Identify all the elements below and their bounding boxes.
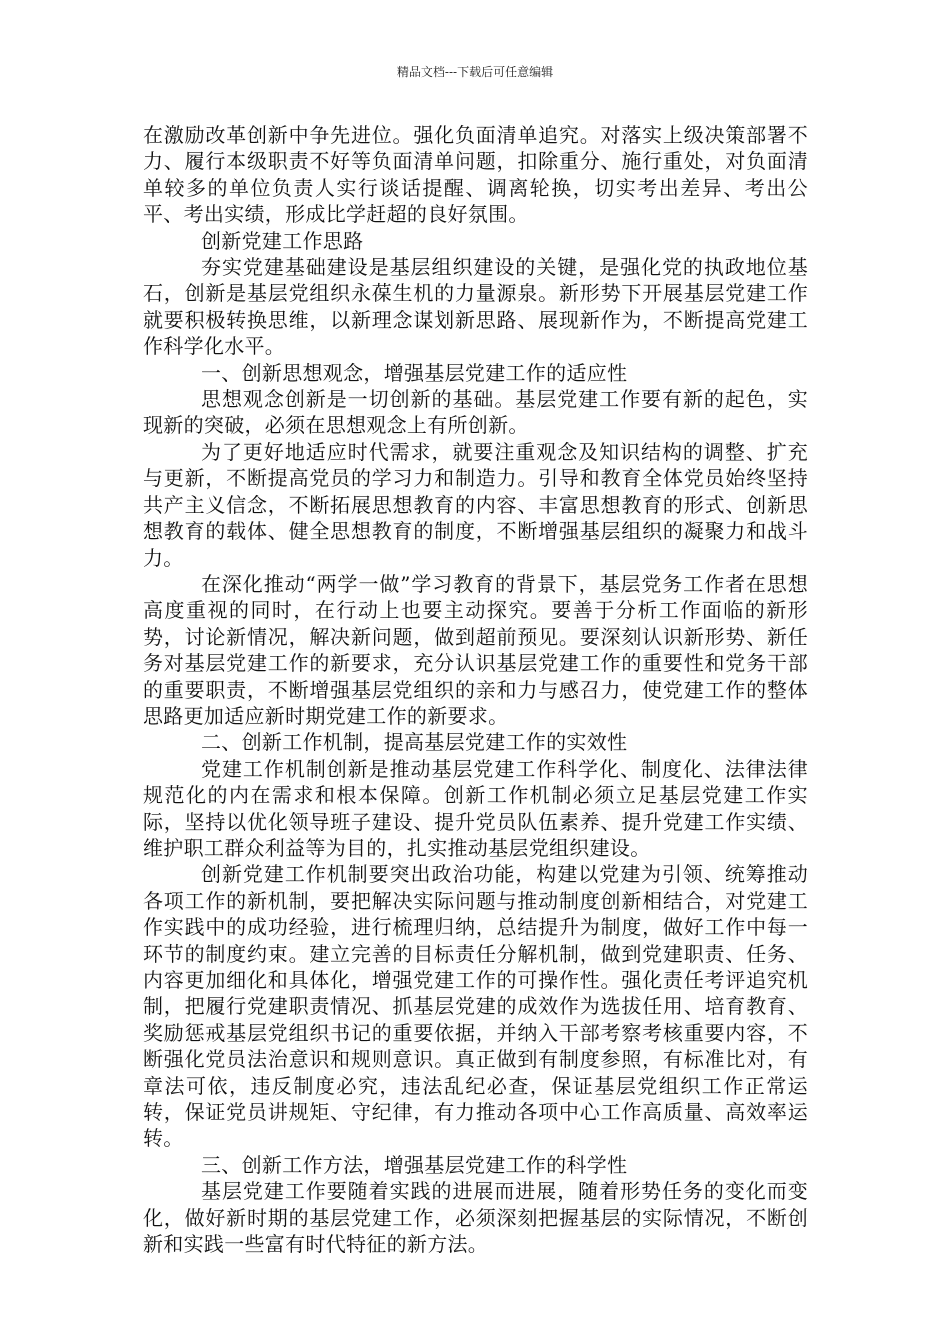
page-header: 精品文档---下载后可任意编辑 <box>396 65 554 79</box>
heading-3: 三、创新工作方法，增强基层党建工作的科学性 <box>201 1152 628 1177</box>
paragraph-7: 创新党建工作机制要突出政治功能，构建以党建为引领、统筹推动各项工作的新机制，要把解决实际问题与推动制度创新相结合，对党建工作实践中的成功经验，进行梳理归纳，总结提升为制度，做好工作中每一环节的制度约束。建立完善的目标责任分解机制，做到党建职责、任务、内容更加细化和具体化，增强党建工作的可操作性。强化责任考评追究机制，把履行党建职责情况、抓基层党建的成效作为选拔任用、培育教育、奖励惩戒基层党组织书记的重要依据，并纳入干部考察考核重要内容，不断强化党员法治意识和规则意识。真正做到有制度参照，有标准比对，有章法可依，违反制度必究，违法乱纪必查，保证基层党组织工作正常运转，保证党员讲规矩、守纪律，有力推动各项中心工作高质量、高效率运转。 <box>143 862 808 1151</box>
paragraph-2: 夯实党建基础建设是基层组织建设的关键，是强化党的执政地位基石，创新是基层党组织永葆生机的力量源泉。新形势下开展基层党建工作就要积极转换思维，以新理念谋划新思路、展现新作为，不断提高党建工作科学化水平。 <box>143 255 808 359</box>
paragraph-4: 为了更好地适应时代需求，就要注重观念及知识结构的调整、扩充与更新，不断提高党员的学习力和制造力。引导和教育全体党员始终坚持共产主义信念，不断拓展思想教育的内容、丰富思想教育的形式、创新思想教育的载体、健全思想教育的制度，不断增强基层组织的凝聚力和战斗力。 <box>143 439 808 570</box>
paragraph-6: 党建工作机制创新是推动基层党建工作科学化、制度化、法律法律规范化的内在需求和根本保障。创新工作机制必须立足基层党建工作实际，坚持以优化领导班子建设、提升党员队伍素养、提升党建工作实绩、维护职工群众利益等为目的，扎实推动基层党组织建设。 <box>143 756 808 860</box>
paragraph-3: 思想观念创新是一切创新的基础。基层党建工作要有新的起色，实现新的突破，必须在思想观念上有所创新。 <box>143 387 808 438</box>
paragraph-8: 基层党建工作要随着实践的进展而进展，随着形势任务的变化而变化，做好新时期的基层党建工作，必须深刻把握基层的实际情况，不断创新和实践一些富有时代特征的新方法。 <box>143 1179 808 1257</box>
heading-1: 一、创新思想观念，增强基层党建工作的适应性 <box>201 360 628 385</box>
paragraph-1: 在激励改革创新中争先进位。强化负面清单追究。对落实上级决策部署不力、履行本级职责不好等负面清单问题，扣除重分、施行重处，对负面清单较多的单位负责人实行谈话提醒、调离轮换，切实考出差异、考出公平、考出实绩，形成比学赶超的良好氛围。 <box>143 123 808 227</box>
paragraph-5: 在深化推动“两学一做”学习教育的背景下，基层党务工作者在思想高度重视的同时，在行动上也要主动探究。要善于分析工作面临的新形势，讨论新情况，解决新问题，做到超前预见。要深刻认识新形势、新任务对基层党建工作的新要求，充分认识基层党建工作的重要性和党务干部的重要职责，不断增强基层党组织的亲和力与感召力，使党建工作的整体思路更加适应新时期党建工作的新要求。 <box>143 571 808 728</box>
section-title: 创新党建工作思路 <box>201 228 364 253</box>
document-body <box>143 122 808 1257</box>
heading-2: 二、创新工作机制，提高基层党建工作的实效性 <box>201 730 628 755</box>
